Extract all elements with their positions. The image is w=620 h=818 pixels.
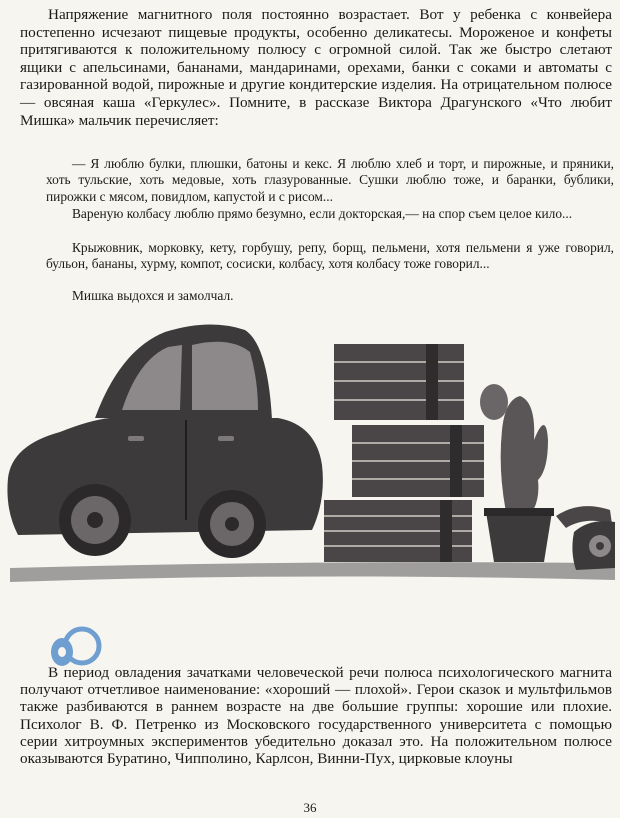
car-door-handle-front bbox=[128, 436, 144, 441]
potted-cactus bbox=[480, 384, 554, 562]
car-body bbox=[7, 418, 322, 535]
car-door-handle-rear bbox=[218, 436, 234, 441]
page-number: 36 bbox=[303, 800, 317, 815]
ground-line bbox=[10, 562, 615, 582]
illustration bbox=[0, 300, 620, 600]
crate-stack bbox=[324, 344, 484, 562]
cactus-pot-rim bbox=[484, 508, 554, 516]
quote-paragraph-3: Крыжовник, морковку, кету, горбушу, репу, борщ, пельмени, хотя пельмени я уже говорил, бульон, бананы, хурму, компот, сосиски, колбасу, хотя колбасу тоже говорил... bbox=[46, 240, 614, 272]
telephone bbox=[556, 506, 615, 570]
quote-paragraph-4: Мишка выдохся и замолчал. bbox=[72, 288, 234, 303]
quote-paragraph-2: Вареную колбасу люблю прямо безумно, если докторская,— на спор съем целое кило... bbox=[72, 206, 573, 221]
cactus-head bbox=[480, 384, 508, 420]
car-drawing bbox=[7, 324, 322, 558]
quote-paragraph-1: — Я люблю булки, плюшки, батоны и кекс. Я люблю хлеб и торт, и пирожные, и пряники, хоть тульские, хоть медовые, хоть глазурованные. Сушки люблю тоже, и баранки, бублики, пирожки с мясом, повидлом, капустой и с рисом... bbox=[46, 156, 614, 204]
cactus-pot bbox=[486, 512, 552, 562]
crate-middle bbox=[352, 425, 484, 497]
cactus-body bbox=[501, 396, 548, 512]
car-wheel-rear bbox=[198, 490, 266, 558]
crate-top bbox=[334, 344, 464, 420]
car-window-rear bbox=[192, 342, 258, 410]
crate-bottom bbox=[324, 500, 472, 562]
closing-paragraph: В период овладения зачатками человеческой речи полюса психологического магнита получают отчетливое наименование: «хороший — плохой». Герои сказок и мультфильмов также разбиваются в раннем возрасте на две большие группы: хорошие или плохие. Психолог В. Ф. Петренко из Московского государственного университета с помощью серии хитроумных экспериментов убедительно доказал это. На положительном полюсе оказываются Буратино, Чипполино, Карлсон, Винни-Пух, цирковые клоуны bbox=[20, 664, 612, 768]
car-wheel-front bbox=[59, 484, 131, 556]
opening-paragraph: Напряжение магнитного поля постоянно возрастает. Вот у ребенка с конвейера постепенно исчезают пищевые продукты, особенно деликатесы. Мороженое и конфеты притягиваются к положительному полюсу с огромной силой. Так же быстро слетают ящики с апельсинами, бананами, мандаринами, орехами, банки с соками и автоматы с газированной водой, пирожные и другие кондитерские изделия. На отрицательном полюсе — овсяная каша «Геркулес». Помните, в рассказе Виктора Драгунского «Что любит Мишка» мальчик перечисляет: bbox=[20, 6, 612, 129]
